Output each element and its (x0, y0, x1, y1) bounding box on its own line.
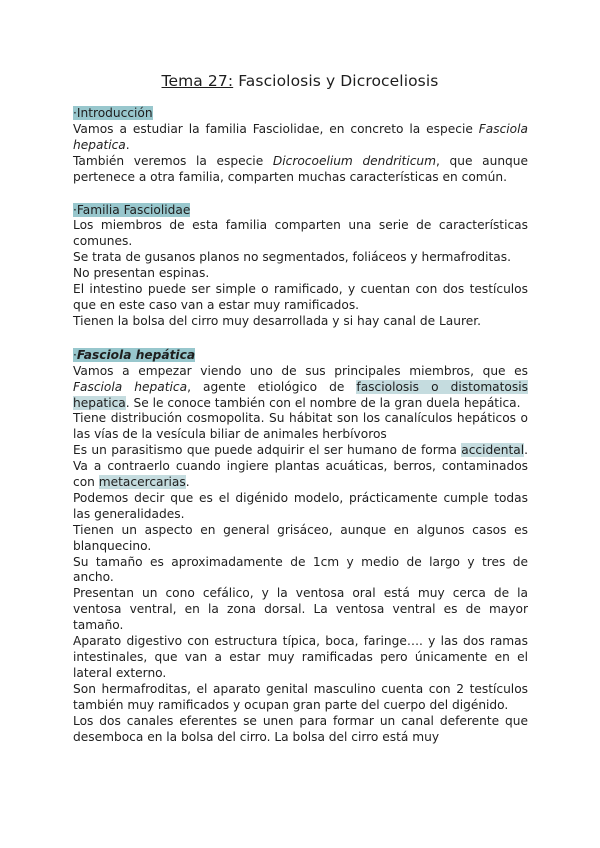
text-run: . (125, 137, 130, 152)
paragraph: Aparato digestivo con estructura típica, boca, faringe…. y las dos ramas intestinales, que van a estar muy ramificadas pero únicamente en el lateral externo. (73, 634, 528, 680)
heading-dot: · (73, 347, 77, 362)
paragraph: No presentan espinas. (73, 266, 210, 281)
heading-highlight (73, 348, 195, 362)
highlighted-term: metacercarias (98, 475, 186, 490)
paragraph: Son hermafroditas, el aparato genital masculino cuenta con 2 testículos también muy ramificados y ocupan gran parte del cuerpo del digénido. (73, 681, 528, 712)
section-heading-familia (73, 203, 528, 219)
paragraph: Tienen un aspecto en general grisáceo, aunque en algunos casos es blanquecino. (73, 522, 528, 553)
text-run: . Se le conoce también con el nombre de la gran duela hepática. (125, 395, 521, 410)
section-heading-introduccion (73, 106, 528, 122)
paragraph: Tiene distribución cosmopolita. Su hábitat son los canalículos hepáticos o las vías de la vesícula biliar de animales herbívoros (73, 411, 528, 442)
text-run: También veremos la especie (73, 153, 273, 168)
heading-text: Fasciola hepática (76, 347, 196, 362)
species-name: Dicrocoelium dendriticum (272, 153, 437, 168)
heading-highlight: ·Introducción (73, 106, 153, 120)
section-heading-fasciola (73, 348, 528, 364)
text-run: , agente etiológico de (187, 379, 357, 394)
page-title (0, 72, 600, 90)
paragraph: Tienen la bolsa del cirro muy desarrollada y si hay canal de Laurer. (73, 313, 481, 328)
paragraph: Su tamaño es aproximadamente de 1cm y medio de largo y tres de ancho. (73, 554, 528, 585)
heading-highlight: ·Familia Fasciolidae (73, 202, 191, 217)
paragraph (73, 154, 528, 186)
paragraph (73, 443, 528, 491)
paragraph: El intestino puede ser simple o ramificado, y cuentan con dos testículos que en este caso van a estar muy ramificados. (73, 282, 528, 312)
species-name: Fasciola hepatica (73, 379, 188, 394)
text-run: , que aunque pertenece a otra familia, comparten muchas características en común. (73, 153, 529, 184)
species-name: Fasciola hepatica (73, 121, 528, 152)
title-main: Fasciolosis y Dicroceliosis (233, 72, 439, 90)
paragraph: Se trata de gusanos planos no segmentados, foliáceos y hermafroditas. (73, 250, 511, 265)
paragraph: Los miembros de esta familia comparten una serie de características comunes. (73, 218, 528, 249)
highlighted-term: accidental (461, 443, 525, 458)
paragraph: Los dos canales eferentes se unen para formar un canal deferente que desemboca en la bolsa del cirro. La bolsa del cirro está muy (73, 713, 528, 744)
paragraph: Podemos decir que es el digénido modelo, prácticamente cumple todas las generalidades. (73, 490, 528, 521)
paragraph: Presentan un cono cefálico, y la ventosa oral está muy cerca de la ventosa ventral, en la zona dorsal. La ventosa ventral es de mayor tamaño. (73, 586, 528, 633)
paragraph (73, 364, 528, 412)
text-run: . Va a contraerlo cuando ingiere plantas acuáticas, berros, contaminados con (73, 443, 528, 490)
document-body (73, 106, 528, 745)
text-run: Vamos a estudiar la familia Fasciolidae, en concreto la especie (73, 121, 479, 136)
paragraph (73, 122, 528, 154)
text-run: Es un parasitismo que puede adquirir el ser humano de forma (73, 443, 462, 458)
text-run: . (185, 475, 190, 490)
text-run: Vamos a empezar viendo uno de sus principales miembros, que es (73, 363, 528, 378)
title-prefix: Tema 27: (161, 72, 234, 90)
highlighted-term: fasciolosis o distomatosis hepatica (73, 379, 528, 410)
